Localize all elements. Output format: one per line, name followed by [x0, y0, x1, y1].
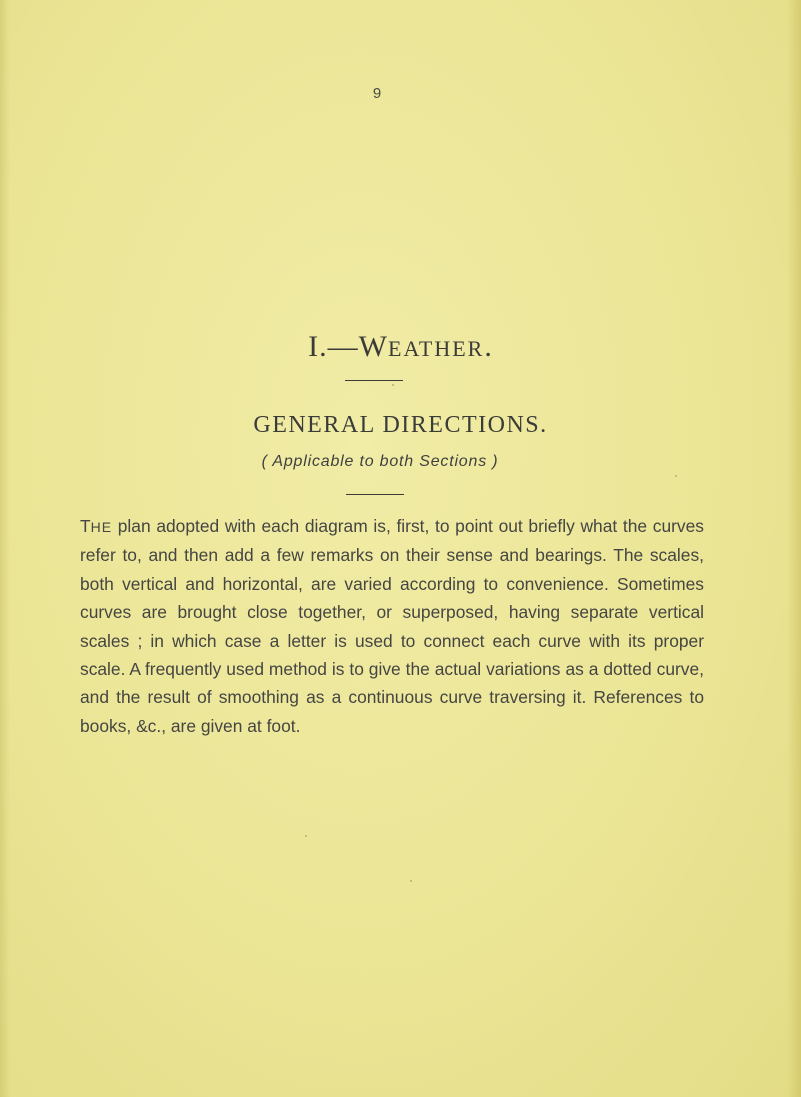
- subheading-note: ( Applicable to both Sections ): [261, 453, 499, 470]
- section-numeral: I.: [308, 330, 328, 363]
- section-title: [0, 330, 801, 364]
- paper-speck: [675, 475, 677, 477]
- paragraph-text: plan adopted with each diagram is, first, to point out briefly what the curves refer to, and then add a few remarks on their sense and bearings. The scales, both vertical and horizontal, are varied according to convenience. Sometimes curves are brought close together, or superposed, having separate vertical scales ; in which case a letter is used to connect each curve with its proper scale. A frequently used method is to give the actual variations as a dotted curve, and the result of smoothing as a continuous curve traversing it. References to books, &c., are given at foot.: [80, 516, 704, 736]
- paragraph-lead-smallcaps: HE: [90, 519, 113, 535]
- section-title-initial: W: [358, 330, 388, 363]
- paper-speck: [410, 880, 412, 882]
- subheading: GENERAL DIRECTIONS.: [253, 412, 548, 438]
- paper-speck: [305, 835, 307, 837]
- section-title-end: .: [484, 330, 493, 363]
- page-edge-right: [787, 0, 801, 1097]
- section-dash: —: [327, 330, 359, 363]
- page-edge-left: [0, 0, 10, 1097]
- divider-rule: [345, 380, 403, 381]
- paper-speck: [392, 384, 394, 386]
- section-title-rest: EATHER: [388, 336, 485, 361]
- page-number: 9: [372, 85, 382, 102]
- divider-rule: [346, 494, 404, 495]
- paragraph-lead-initial: T: [80, 516, 91, 536]
- body-paragraph: [80, 512, 704, 740]
